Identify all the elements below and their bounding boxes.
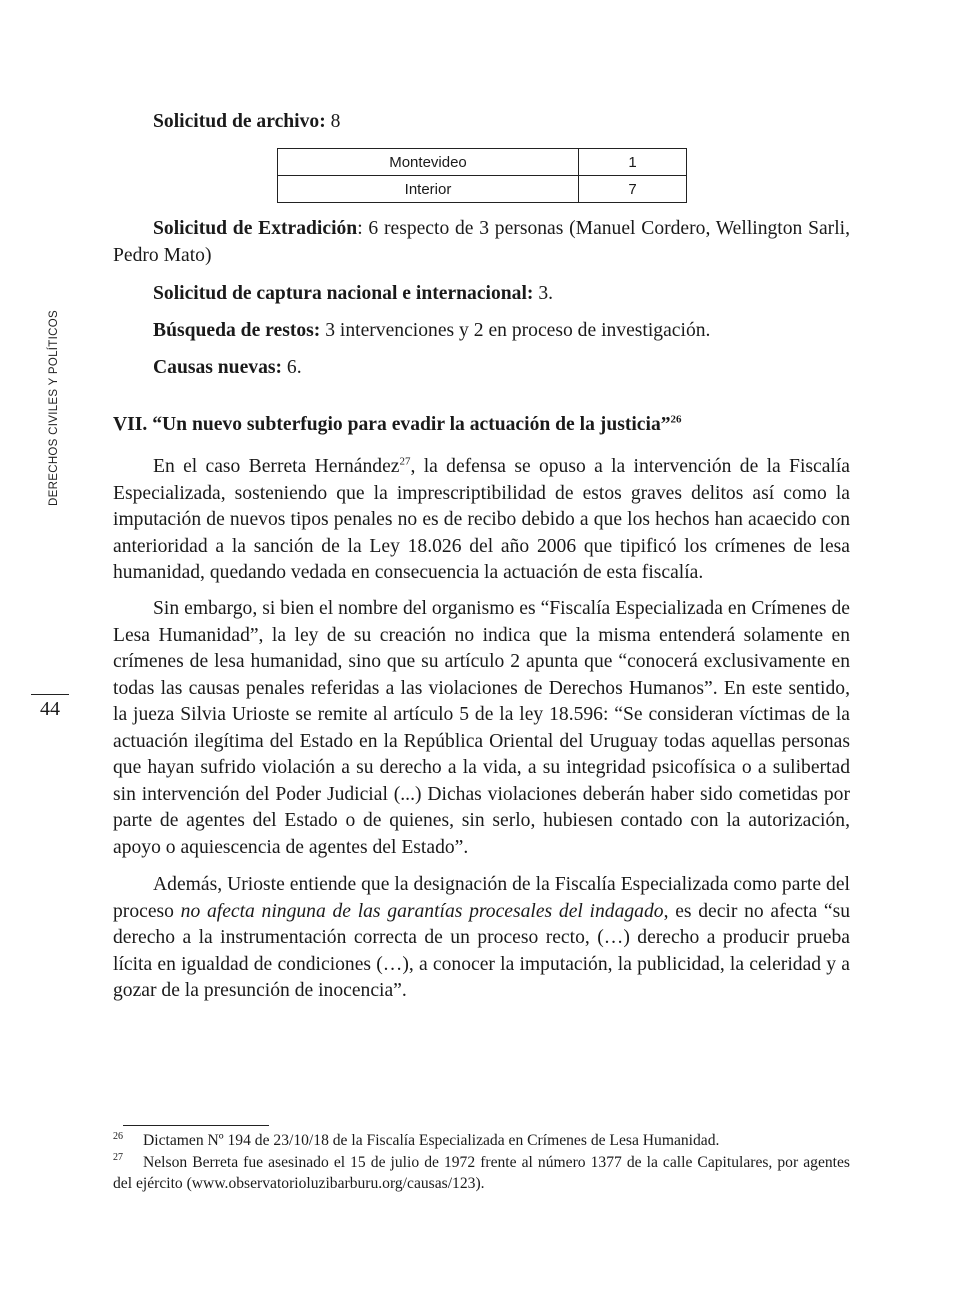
table-cell-count: 1 [579,149,687,176]
p3-text-a: Además, Urioste entiende que la designación de la Fiscalía Especializada como parte del proceso [113,874,850,922]
body-paragraph-1 [113,454,850,587]
footnote: 26 Dictamen Nº 194 de 23/10/18 de la Fiscalía Especializada en Crímenes de Lesa Humanidad. [113,1130,720,1149]
footnote: 27 Nelson Berreta fue asesinado el 15 de julio de 1972 frente al número 1377 de la calle Capitulares, por agentes del ejército (www.observatorioluzibarburu.org/causas/123). [113,1152,850,1192]
causas-line [113,355,850,382]
archivo-label: Solicitud de archivo: [153,111,326,132]
footnote-ref-27: 27 [399,455,411,468]
table-cell-count: 7 [579,176,687,203]
p1-text-a: En el caso Berreta Hernández [153,456,400,477]
table-cell-place: Interior [278,176,579,203]
footnotes [113,1130,850,1195]
table-row [278,149,687,176]
captura-line [113,281,850,308]
archive-table [277,148,687,203]
archivo-value: 8 [325,111,341,132]
extradicion-value: : 6 respecto de 3 personas (Manuel Cordero, Wellington Sarli, Pedro Mato) [113,218,850,266]
footnote-separator [123,1125,269,1126]
page-number: 44 [40,698,60,720]
footnote-text: Nelson Berreta fue asesinado el 15 de julio de 1972 frente al número 1377 de la calle Capitulares, por agentes del ejército (www.observatorioluzibarburu.org/causas/123). [113,1153,850,1192]
section-title: VII. “Un nuevo subterfugio para evadir la actuación de la justicia” [113,414,671,435]
table-cell-place: Montevideo [278,149,579,176]
page-number-rule [31,694,69,695]
captura-value: 3. [533,283,554,304]
extradicion-paragraph [113,216,850,269]
extradicion-label: Solicitud de Extradición [153,218,358,239]
body-paragraph-2 [113,596,850,861]
body-paragraph-3 [113,872,850,1005]
archivo-line [113,109,850,136]
p3-text-b: , es decir no afecta “su derecho a la instrumentación correcta de un proceso recto, (…) derecho a producir prueba lícita en igualdad de condiciones (…), a conocer la imputación, la publicidad, la celeridad y a gozar de la presunción de inocencia”. [113,900,850,1001]
footnote-text: Dictamen Nº 194 de 23/10/18 de la Fiscalía Especializada en Crímenes de Lesa Humanidad. [143,1132,720,1149]
running-section-label [44,312,64,512]
restos-value: 3 intervenciones y 2 en proceso de investigación. [320,320,711,341]
restos-label: Búsqueda de restos: [153,320,321,341]
causas-value: 6. [282,357,302,378]
p3-italic-text: no afecta ninguna de las garantías procesales del indagado [180,900,664,922]
p2-text: Sin embargo, si bien el nombre del organismo es “Fiscalía Especializada en Crímenes de Lesa Humanidad”, la ley de su creación no indica que la misma entenderá solamente en crímenes de lesa humanidad, sino que su artículo 2 apunta que “conocerá exclusivamente en todas las causas penales referidas a las violaciones de Derechos Humanos”. En este sentido, la jueza Silvia Urioste se remite al artículo 5 de la ley 18.596: “Se consideran víctimas de la actuación ilegítima del Estado en la República Oriental del Uruguay todas aquellas personas que hayan sufrido violación a su derecho a la vida, a su integridad psicofísica o a sulibertad sin intervención del Poder Judicial (...) Dichas violaciones deberán haber sido cometidas por parte de agentes del Estado o de quienes, sin serlo, hubiesen contado con la autorización, apoyo o aquiescencia de agentes del Estado”. [113,598,850,858]
p1-text-b: , la defensa se opuso a la intervención de la Fiscalía Especializada, sosteniendo que la imprescriptibilidad de estos graves delitos así como la imputación de nuevos tipos penales no es de recibo debido a que los hechos han acaecido con anterioridad a la sanción de la Ley 18.026 del año 2006 que tipificó los crímenes de lesa humanidad, quedando vedada en consecuencia la actuación de esta fiscalía. [113,456,850,583]
causas-label: Causas nuevas: [153,357,283,378]
captura-label: Solicitud de captura nacional e internacional: [153,283,534,304]
restos-line [113,318,850,345]
footnote-ref-26: 26 [670,413,682,426]
side-label-text: DERECHOS CIVILES Y POLÍTICOS [48,310,60,506]
section-heading [113,414,682,436]
table-row [278,176,687,203]
